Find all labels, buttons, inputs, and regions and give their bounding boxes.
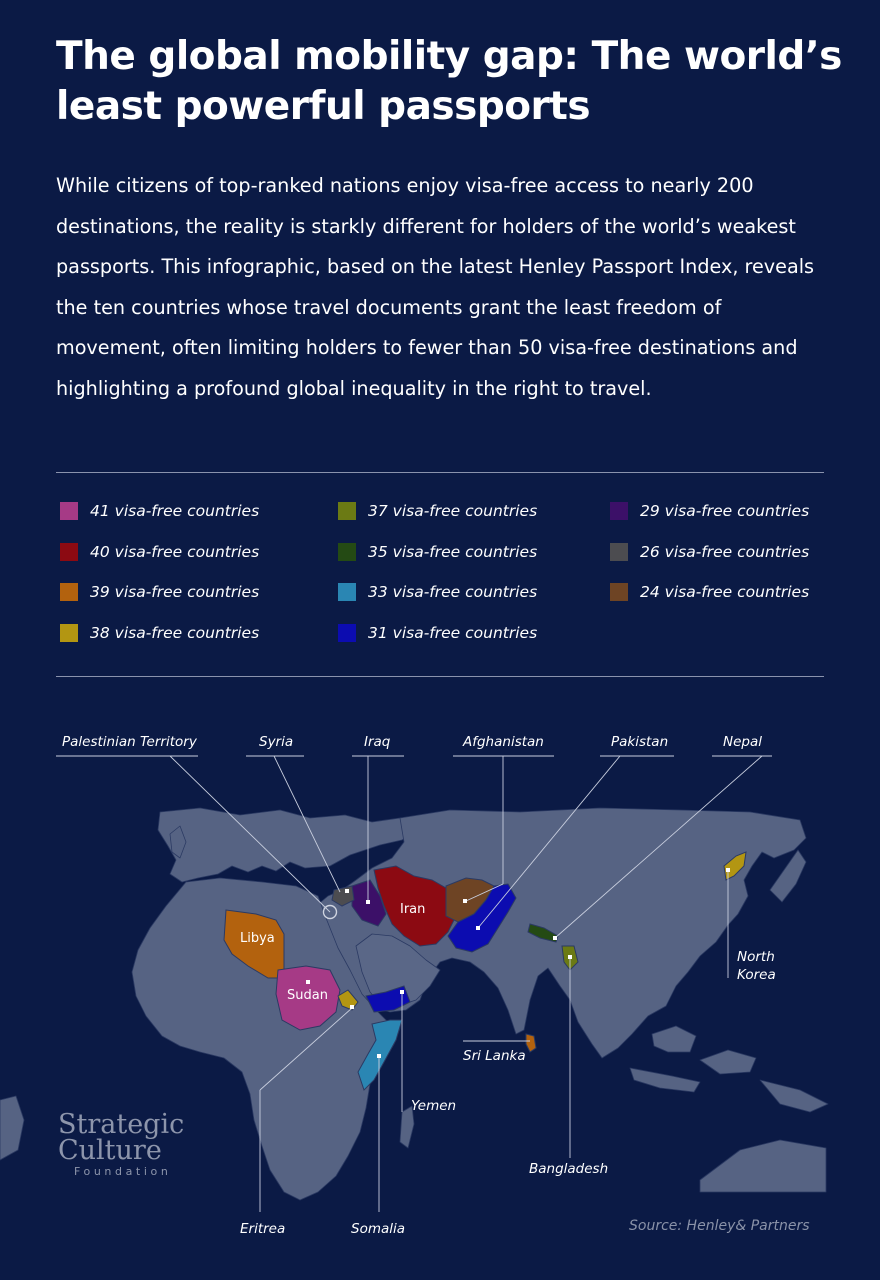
label-yemen: Yemen	[411, 1098, 457, 1114]
label-somalia: Somalia	[351, 1221, 406, 1237]
source-credit: Source: Henley& Partners	[629, 1218, 810, 1234]
label-syria: Syria	[259, 734, 294, 750]
marker-dot	[306, 980, 310, 984]
marker-dot	[366, 900, 370, 904]
sea-island-2	[700, 1050, 756, 1074]
label-palestinian-territory: Palestinian Territory	[62, 734, 197, 750]
marker-dot	[568, 955, 572, 959]
marker-dot	[400, 990, 404, 994]
legend-label: 37 visa-free countries	[368, 502, 538, 520]
logo-line-2: Culture	[58, 1134, 162, 1166]
label-iraq: Iraq	[364, 734, 391, 750]
map-label-libya: Libya	[240, 931, 275, 946]
label-bangladesh: Bangladesh	[529, 1161, 609, 1177]
intro-paragraph: While citizens of top-ranked nations enjoy visa-free access to nearly 200 destinations, the reality is starkly different for holders of the world’s weakest passports. This infographic, based on the latest Henley Passport Index, reveals the ten countries whose travel documents grant the least freedom of movement, often limiting holders to fewer than 50 visa-free destinations and highlighting a profound global inequality in the right to travel.	[56, 174, 815, 400]
label-eritrea: Eritrea	[240, 1221, 286, 1237]
label-nepal: Nepal	[723, 734, 762, 750]
marker-dot	[350, 1005, 354, 1009]
label-north-korea: North Korea	[737, 949, 776, 983]
sri-lanka-shape	[526, 1034, 536, 1052]
sea-island-3	[652, 1026, 696, 1052]
legend-label: 26 visa-free countries	[640, 543, 810, 561]
label-sri-lanka: Sri Lanka	[463, 1048, 526, 1064]
label-afghanistan: Afghanistan	[463, 734, 544, 750]
marker-dot	[726, 868, 730, 872]
legend-label: 40 visa-free countries	[90, 543, 260, 561]
marker-dot	[345, 889, 349, 893]
legend-label: 35 visa-free countries	[368, 543, 538, 561]
sea-island-4	[760, 1080, 828, 1112]
south-america-edge	[0, 1096, 24, 1160]
map-label-iran: Iran	[400, 902, 426, 917]
legend-label: 24 visa-free countries	[640, 583, 810, 601]
map-label-sudan: Sudan	[287, 988, 328, 1003]
page-title: The global mobility gap: The world’s least powerful passports	[56, 34, 842, 129]
logo-line-3: Foundation	[74, 1165, 172, 1179]
sea-island-1	[630, 1068, 700, 1092]
marker-dot	[463, 899, 467, 903]
strategic-culture-logo	[58, 1109, 185, 1179]
logo-line-1: Strategic	[58, 1109, 185, 1140]
label-pakistan: Pakistan	[611, 734, 669, 750]
legend-label: 38 visa-free countries	[90, 624, 260, 642]
marker-dot	[377, 1054, 381, 1058]
legend-label: 39 visa-free countries	[90, 583, 260, 601]
legend-label: 41 visa-free countries	[90, 502, 260, 520]
australia-landmass	[700, 1140, 826, 1192]
marker-dot	[553, 936, 557, 940]
marker-dot	[476, 926, 480, 930]
legend-label: 33 visa-free countries	[368, 583, 538, 601]
legend-label: 31 visa-free countries	[368, 624, 538, 642]
legend-label: 29 visa-free countries	[640, 502, 810, 520]
